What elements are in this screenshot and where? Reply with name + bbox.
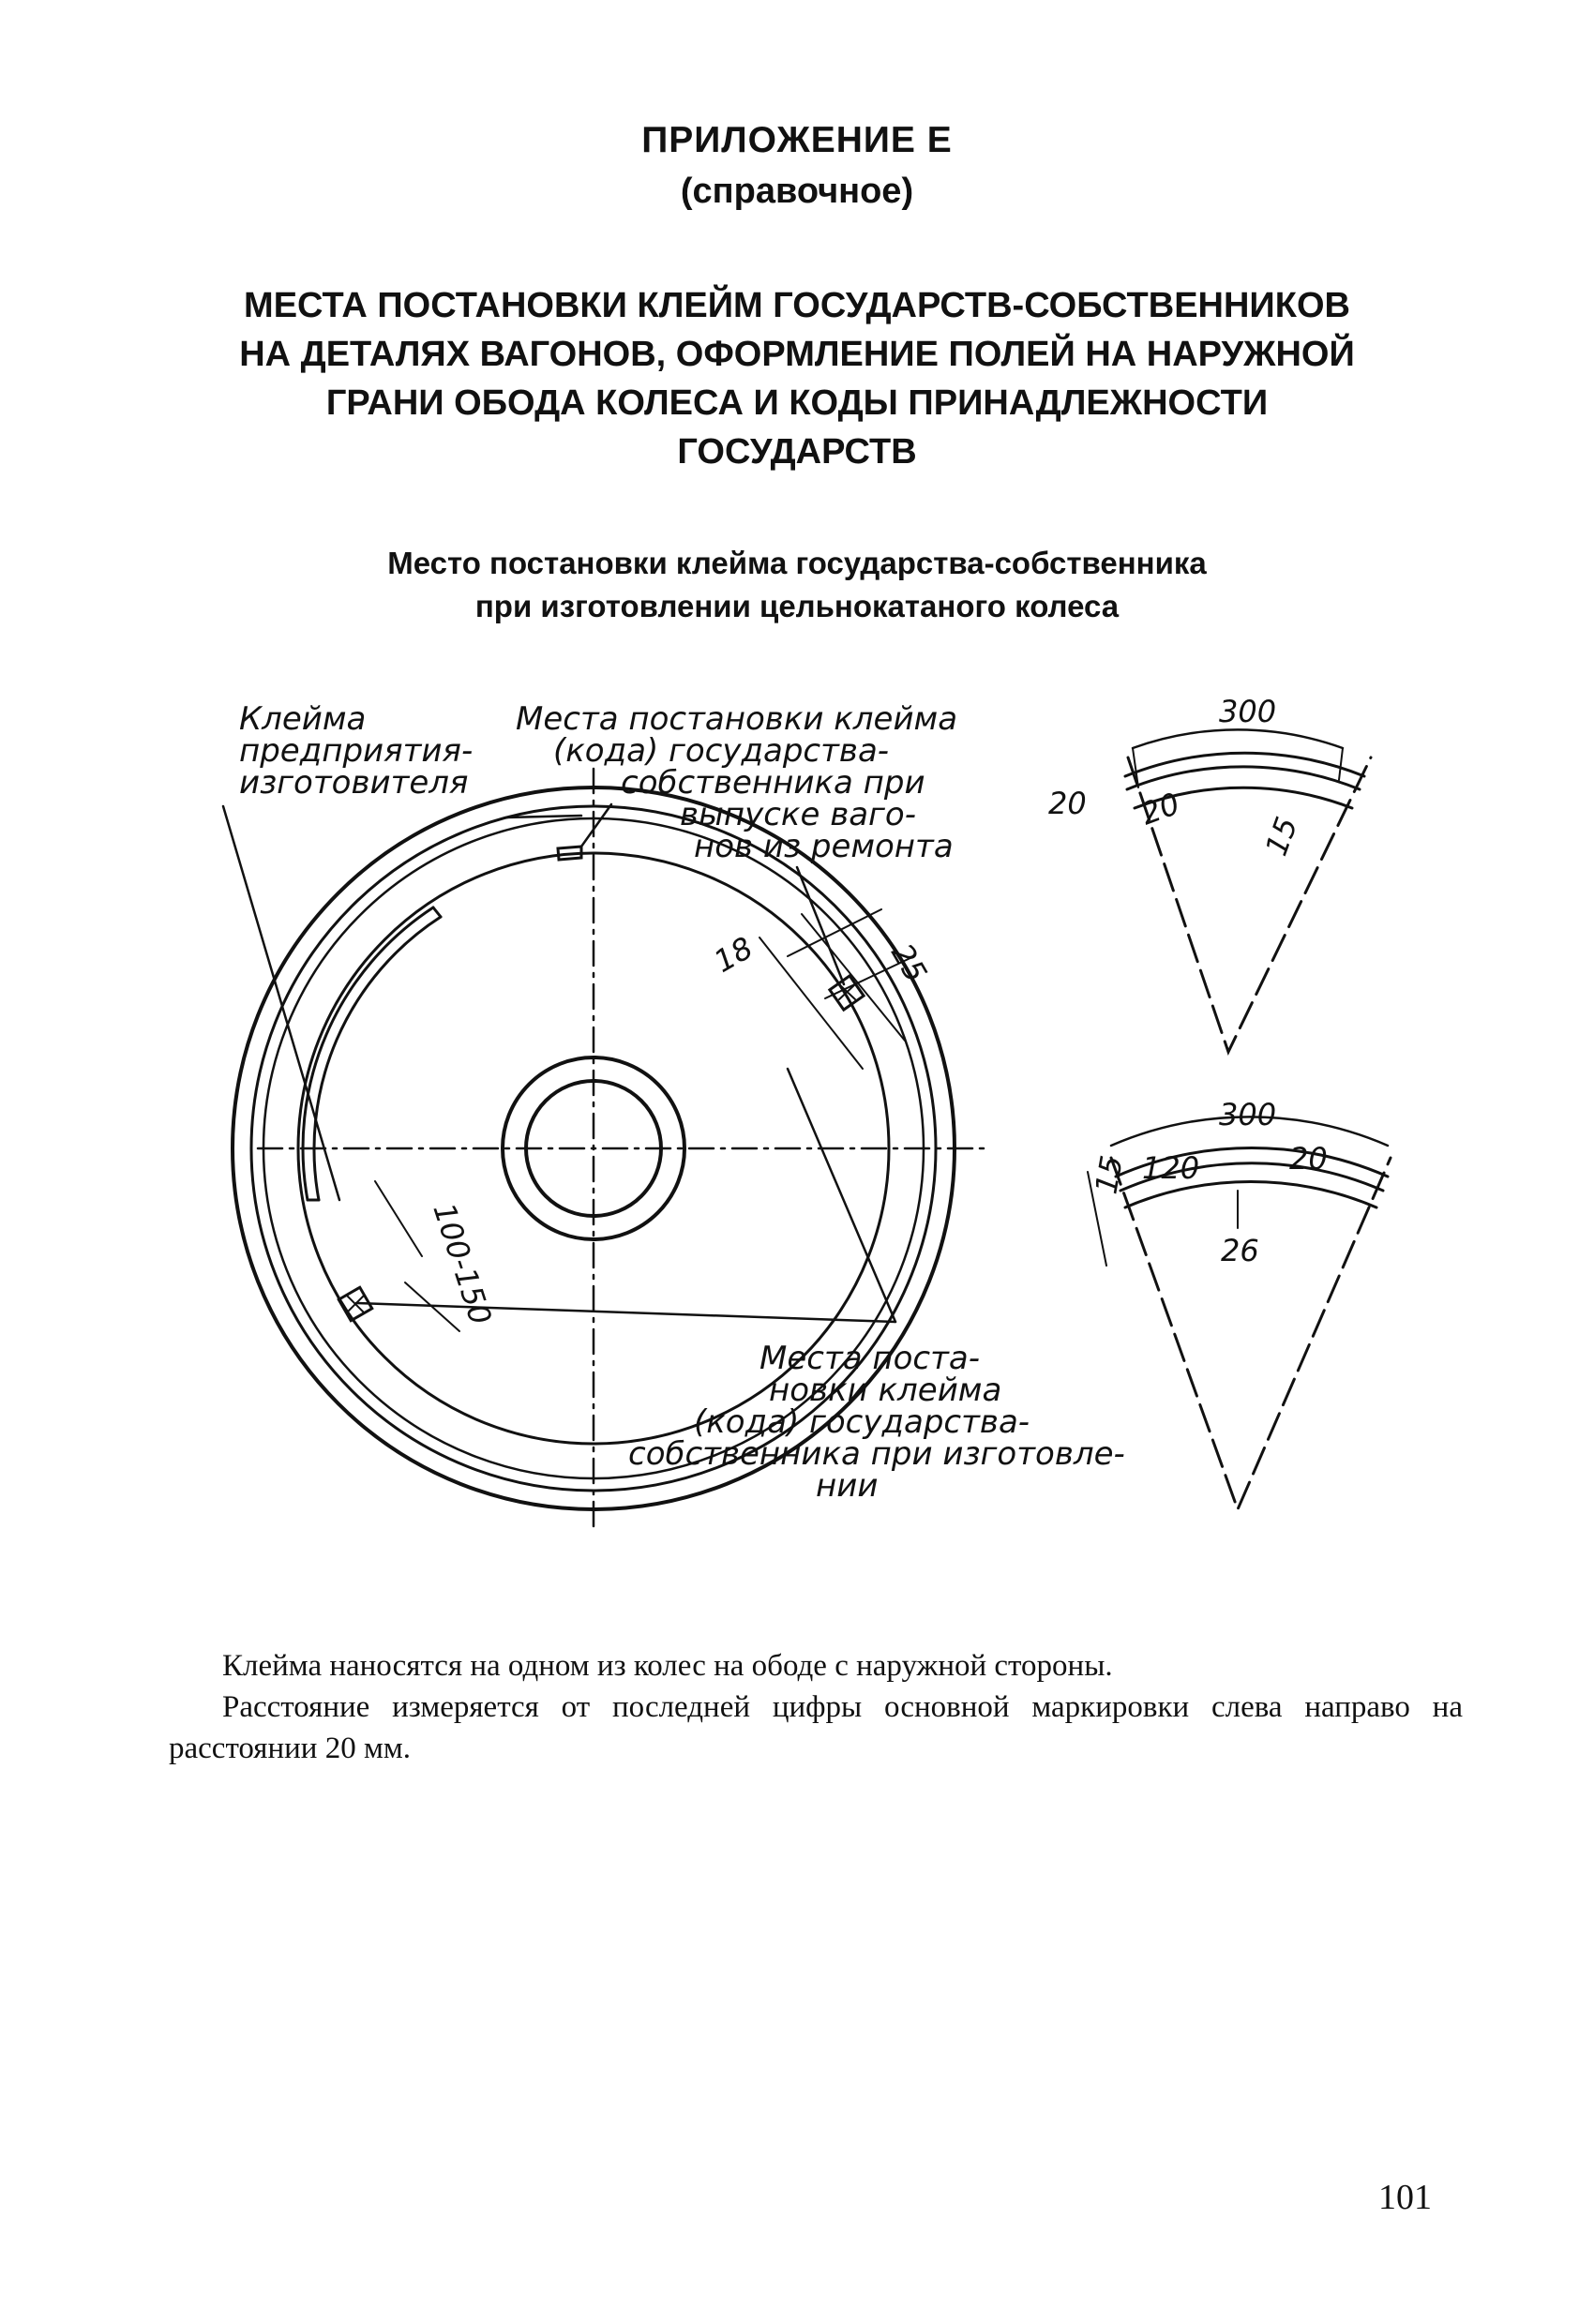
- top-sector-20a: 20: [1048, 786, 1087, 821]
- top-sector-20b: 20: [1135, 785, 1184, 832]
- wheel-stamp-drawing: [188, 675, 1406, 1612]
- caption-line: Место постановки клейма государства-собственника: [387, 546, 1207, 580]
- dim-18: 18: [708, 929, 759, 980]
- bottom-sector-15: 15: [1088, 1152, 1130, 1197]
- manufacture-label-line: собственника при изготовле-: [628, 1435, 1125, 1473]
- bottom-sector: [1111, 1158, 1391, 1509]
- manufacture-label-line: Места поста-: [759, 1340, 981, 1377]
- bottom-sector-26: 26: [1221, 1233, 1259, 1268]
- maker-stamp-band: [314, 917, 441, 1200]
- title-line: ГОСУДАРСТВ: [677, 432, 917, 472]
- technical-drawing: [188, 675, 1406, 1612]
- maker-label-line: Клейма: [239, 700, 367, 738]
- title-line: НА ДЕТАЛЯХ ВАГОНОВ, ОФОРМЛЕНИЕ ПОЛЕЙ НА НАРУЖНОЙ: [239, 335, 1355, 374]
- appendix-heading: ПРИЛОЖЕНИЕ Е: [641, 120, 953, 160]
- bottom-sector-20: 20: [1289, 1141, 1328, 1177]
- bottom-sector-span: 300: [1219, 1097, 1277, 1132]
- bottom-sector-120: 120: [1142, 1150, 1200, 1186]
- repair-label-line: (кода) государства-: [553, 732, 890, 770]
- manufacture-label-line: (кода) государства-: [694, 1403, 1030, 1441]
- page-number: 101: [1378, 2178, 1432, 2217]
- manufacture-label-line: нии: [816, 1467, 879, 1505]
- figure-caption: [0, 542, 1594, 628]
- dim-100-150: 100-150: [426, 1198, 499, 1329]
- title-line: МЕСТА ПОСТАНОВКИ КЛЕЙМ ГОСУДАРСТВ-СОБСТВЕННИКОВ: [244, 286, 1350, 325]
- repair-label-line: нов из ремонта: [694, 828, 954, 865]
- top-sector-15: 15: [1257, 812, 1305, 861]
- repair-label-line: Места постановки клейма: [516, 700, 958, 738]
- top-sector-span: 300: [1219, 694, 1277, 729]
- manufacture-label-line: новки клейма: [769, 1372, 1002, 1409]
- dim-25: 25: [884, 937, 935, 989]
- appendix-kind: (справочное): [680, 172, 914, 211]
- document-title: [0, 281, 1594, 476]
- maker-label-line: предприятия-: [239, 732, 474, 770]
- notes-text: [169, 1645, 1463, 1769]
- maker-label-line: изготовителя: [239, 764, 469, 802]
- note-paragraph: Клейма наносятся на одном из колес на ободе с наружной стороны.: [222, 1649, 1113, 1683]
- title-line: ГРАНИ ОБОДА КОЛЕСА И КОДЫ ПРИНАДЛЕЖНОСТИ: [325, 383, 1269, 423]
- repair-label-line: собственника при: [621, 764, 925, 802]
- repair-label-line: выпуске ваго-: [680, 796, 916, 833]
- note-paragraph: Расстояние измеряется от последней цифры основной маркировки слева направо на расстоянии 20 мм.: [169, 1690, 1463, 1765]
- caption-line: при изготовлении цельнокатаного колеса: [474, 589, 1120, 623]
